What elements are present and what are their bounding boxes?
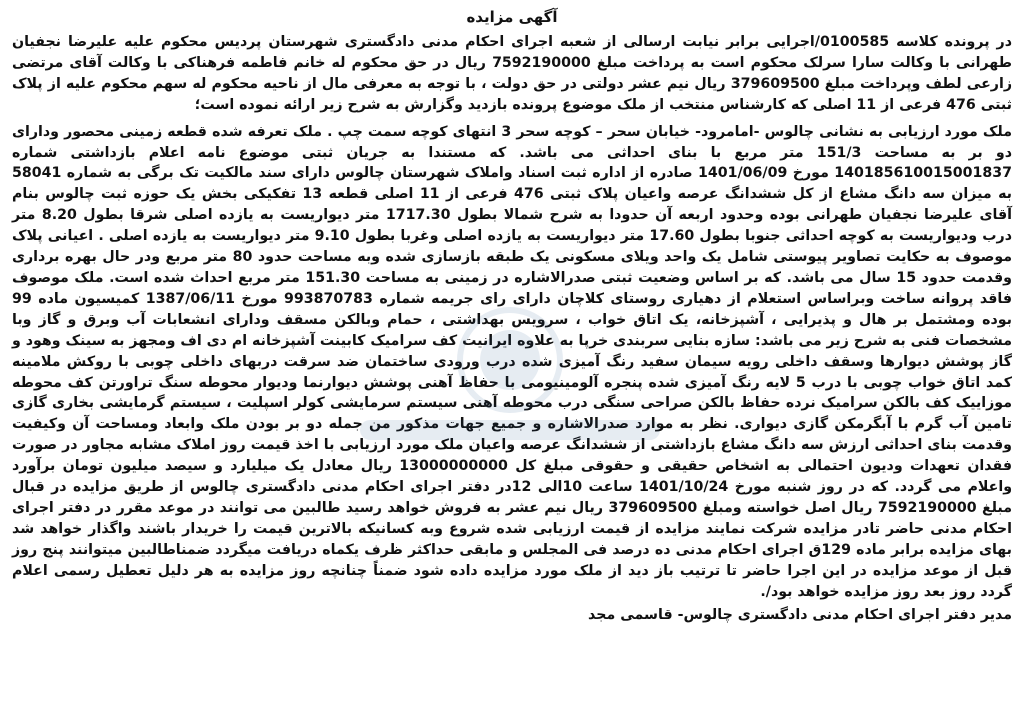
signature-line: مدیر دفتر اجرای احکام مدنی دادگستری چالوس- قاسمی مجد [588,607,1012,624]
notice-intro-paragraph: در پرونده کلاسه 0100585/اجرایی برابر نیابت ارسالی از شعبه اجرای احکام مدنی دادگستری شهرستان پردیس محکوم علیه علیرضا نجفیان طهرانی با وکالت سارا سرلک محکوم است به پرداخت مبلغ 7592190000 ریال در حق محکوم له خانم فاطمه فرهناکی با وکالت آقای مرتضی زارعی لطف وپرداخت مبلغ 379609500 ریال نیم عشر دولتی در حق دولت ، با توجه به معرفی مال از ناحیه محکوم له سهم محکوم علیه از پلاک ثبتی 476 فرعی از 11 اصلی که کارشناس منتخب از ملک موضوع پرونده بازدید وگزارش به شرح زیر ارائه نموده است؛ [12,34,1013,113]
signature-block [12,605,1012,626]
notice-body-paragraph: ملک مورد ارزیابی به نشانی چالوس -امامرود- خیابان سحر – کوچه سحر 3 انتهای کوچه سمت چپ . ملک تعرفه شده قطعه زمینی محصور ودارای دو بر به مساحت 151/3 متر مربع با بنای احداثی می باشد. که مستندا به جریان ثبتی موضوع نامه اعلام بازداشتی شماره 140185610015001837 مورخ 1401/06/09 صادره از اداره ثبت اسناد واملاک شهرستان چالوس دارای سند مالکیت تک برگی به شماره 58041 به میزان سه دانگ مشاع از کل ششدانگ عرصه واعیان پلاک ثبتی 476 فرعی از 11 اصلی قطعه 13 تفکیکی بخش یک حوزه ثبت چالوس بنام آقای علیرضا نجفیان طهرانی بوده وحدود اربعه آن حدودا به شرح شمالا بطول 1717.30 متر دیواریست به یازده اصلی شرقا بطول 8.20 متر درب ودیواریست به کوچه احداثی جنوبا بطول 17.60 متر دیواریست به یازده اصلی وغربا بطول 9.10 متر دیواریست به یازده اصلی . اعیانی پلاک موصوف به حکایت تصاویر پیوستی شامل یک واحد ویلای مسکونی یک طبقه بازسازی شده وبه مساحت حدود 80 متر مربع ودر حال بهره برداری وقدمت حدود 15 سال می باشد. که بر اساس وضعیت ثبتی صدرالاشاره در زمینی به مساحت 151.30 متر مربع احداث شده است. ملک موصوف فاقد پروانه ساخت وبراساس استعلام از دهیاری روستای کلاچان دارای رای جریمه شماره 993870783 مورخ 1387/06/11 کمیسیون ماده 99 بوده ومشتمل بر هال و پذیرایی ، آشپزخانه، یک اتاق خواب ، سرویس بهداشتی ، حمام وبالکن مسقف ودارای انشعابات آب وبرق و گاز وبا مشخصات فنی به شرح زیر می باشد: سازه بنایی سربندی خرپا به علاوه ایرانیت کف سرامیک کابینت آشپزخانه ام دی اف ومجهز به سینک وهود و گاز پوشش دیوارها وسقف داخلی رویه سیمان سفید رنگ آمیزی شده درب ورودی ساختمان ضد سرقت دربهای داخلی چوبی با روکش ملامینه کمد اتاق خواب چوبی با درب 5 لایه رنگ آمیزی شده پنجره آلومینیومی با حفاظ آهنی پوشش دیوارنما ودیوار محوطه سنگ تراورتن کف محوطه موزاییک کف بالکن سرامیک نرده حفاظ بالکن صراحی سنگی درب محوطه آهنی سیستم سرمایشی کولر اسپلیت ، سیستم گرمایشی بخاری گازی تامین آب گرم با آبگرمکن گازی دیواری. نظر به موارد صدرالاشاره و جمیع جهات مذکور من جمله دو بر بودن ملک وابعاد ومساحت آن وکیفیت وقدمت بنای احداثی ارزش سه دانگ مشاع بازداشتی از ششدانگ عرصه واعیان ملک مورد ارزیابی با اخذ قیمت روز املاک مشابه مجاور در صورت فقدان تعهدات ودیون احتمالی به اشخاص حقیقی و حقوقی مبلغ کل 13000000000 ریال معادل یک میلیارد و سیصد میلیون تومان برآورد واعلام می گردد. که در روز شنبه مورخ 1401/10/24 ساعت 10الی 12در دفتر اجرای احکام مدنی دادگستری چالوس از طریق مزایده در قبال مبلغ 7592190000 ریال اصل خواسته ومبلغ 379609500 ریال نیم عشر به فروش خواهد رسید طالبین می توانند در موعد مقرر در دفتر اجرای احکام مدنی حاضر تادر مزایده شرکت نمایند مزایده از قیمت ارزیابی شده شروع وبه کسانیکه بالاترین قیمت را خریدار باشند واگذار خواهد شد بهای مزایده برابر ماده 129ق اجرای احکام مدنی ده درصد فی المجلس و مابقی حداکثر ظرف یکماه دریافت میگردد ضمناطالبین میتوانند پنج روز قبل از موعد مزایده در این اجرا حاضر تا ترتیب باز دید از ملک مورد مزایده داده شود ضمناً چنانچه روز مزایده به هر دلیل تعطیل رسمی اعلام گردد روز بعد روز مزایده خواهد بود/. [11,123,1013,600]
notice-title: آگهی مزایده [466,8,558,26]
